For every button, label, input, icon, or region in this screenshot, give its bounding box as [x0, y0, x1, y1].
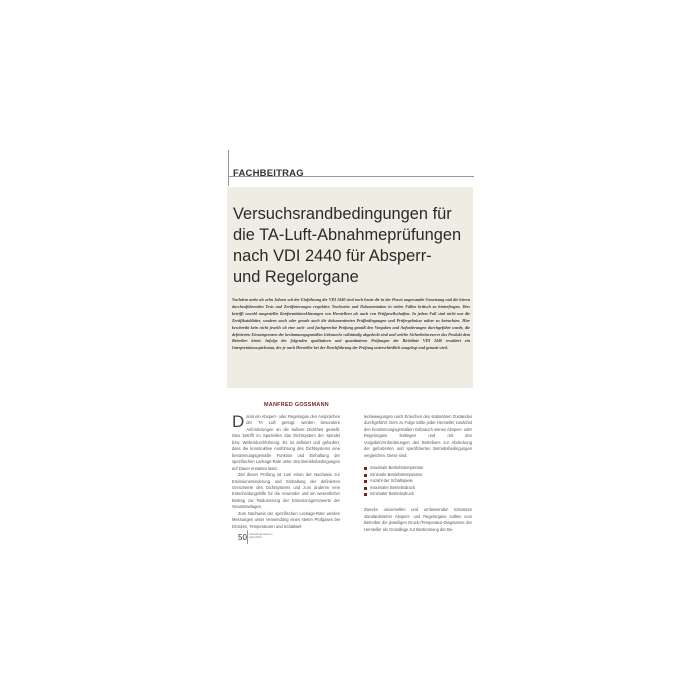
- condition-list: [364, 465, 472, 497]
- title-line: Versuchsrandbedingungen für: [233, 205, 452, 223]
- paragraph: Damit ein Absperr- oder Regelorgan den Ansprüchen der TA Luft genügt, werden besondere Anforderungen an die äußere Dichtheit gestellt. Dies betrifft im Speziellen das Dichtsystem der Spindel bzw. Wellendurchführung. Es ist definiert und gefordert, dass die konstruktive Ausführung des Dichtsystems eine bestimmungsgemäße Funktion und Einhaltung der spezifischen Leckage-Rate unter den Betriebsbedingungen auf Dauer erwarten lässt.: [232, 412, 340, 471]
- category-label: FACHBEITRAG: [233, 168, 304, 179]
- author-name: MANFRED GOSSMANN: [264, 402, 329, 408]
- text-column-left: [232, 414, 340, 530]
- title-line: nach VDI 2440 für Absperr-: [233, 247, 432, 265]
- footer-rule: [247, 530, 248, 544]
- article-intro: Nachdem mehr als zehn Jahren seit der Einführung der VDI 2440 sind noch heute die in der Praxis angewandte Umsetzung und die hierzu durchzuführenden Tests und Zertifizierungen respektive Nachweise und Dokumentation in vielen Fällen kritisch zu hinterfragen. Dies betrifft sowohl ausgestellte Konformitätserklärungen von Herstellern als auch von Prüfgesellschaften. In jedem Fall sind nicht nur die Zertifikatsblätter, sondern auch oder gerade auch die dokumentierten Prüfbedingungen und Prüfergebnisse näher zu betrachten. Hier beschreibt kein nicht jeweils ob eine sach- und fachgerechte Prüfung gemäß den Vorgaben und Anforderungen durchgeführt wurde, die definierten Einsatzgrenzen der bestimmungsgemäßen Gebrauchs vollständig abgedeckt sind und welche Sicherheitsreserve das Produkt dem Betreiber bietet. Infolge der folgenden qualitativen und quantitativen Prüfungen der Richtlinie VDI 2440 resultiert ein Interpretationsspielraum, der je nach Hersteller bei der Durchführung der Prüfung unterschiedlich ausgelegt und genutzt wird.: [232, 297, 470, 351]
- list-item: minimaler Betriebsdruck: [364, 491, 472, 497]
- page-number: 50: [238, 533, 247, 542]
- paragraph: Ziel dieser Prüfung ist zum einen der Nachweis zur Emissionsminderung und Einhaltung der definierten Grenzwerte des Dichtsystems und zum anderen eine Entscheidungshilfe für die Anwender und ein wesentlicher Beitrag zur Reduzierung der Emissionsgrenzwerte der Gesamtanlagen.: [232, 472, 340, 510]
- list-item: maximale Betriebstemperatur: [364, 465, 472, 471]
- list-item: maximaler Betriebsdruck: [364, 485, 472, 491]
- drop-cap: D: [232, 412, 245, 431]
- publication-date: April 2013: [249, 535, 262, 540]
- paragraph: lenbewegungen nach Erreichen des stationären Zustandes durchgeführt. Dem zu Folge sollte jeder Hersteller zunächst den bestimmungsgemäßen Gebrauch seines Absperr- oder Regelorgans festlegen und mit den Vorgaben/Anforderungen des Betreibers zur Abdeckung der geforderten und spezifizierten Betriebsbedingungen vergleichen. Diese sind:: [364, 414, 472, 458]
- title-line: und Regelorgane: [233, 268, 359, 286]
- title-line: die TA-Luft-Abnahmeprüfungen: [233, 226, 462, 244]
- category-rule-vertical: [228, 150, 229, 186]
- paragraph: Zwecks universellen und umfassenden Einsatzes standardisierter Absperr- und Regelorgane sollten vom Betreiber die jeweiligen Druck-/Temperatur-Diagramme der Hersteller als Grundlage zur Bestimmung der Be-: [364, 507, 472, 532]
- publication-name: Industriearmaturen: [249, 532, 273, 536]
- paragraph: Zum Nachweis der spezifischen Leckage-Rate werden Messungen unter Verwendung eines steten Prüfgases bei Drücken, Temperaturen und Schaltwel-: [232, 510, 340, 529]
- text-column-right: [364, 414, 472, 533]
- list-item: minimale Betriebstemperatur: [364, 472, 472, 478]
- list-item: Anzahl der Schaltspiele: [364, 478, 472, 484]
- article-title: [233, 204, 471, 288]
- publication-info: [249, 533, 272, 540]
